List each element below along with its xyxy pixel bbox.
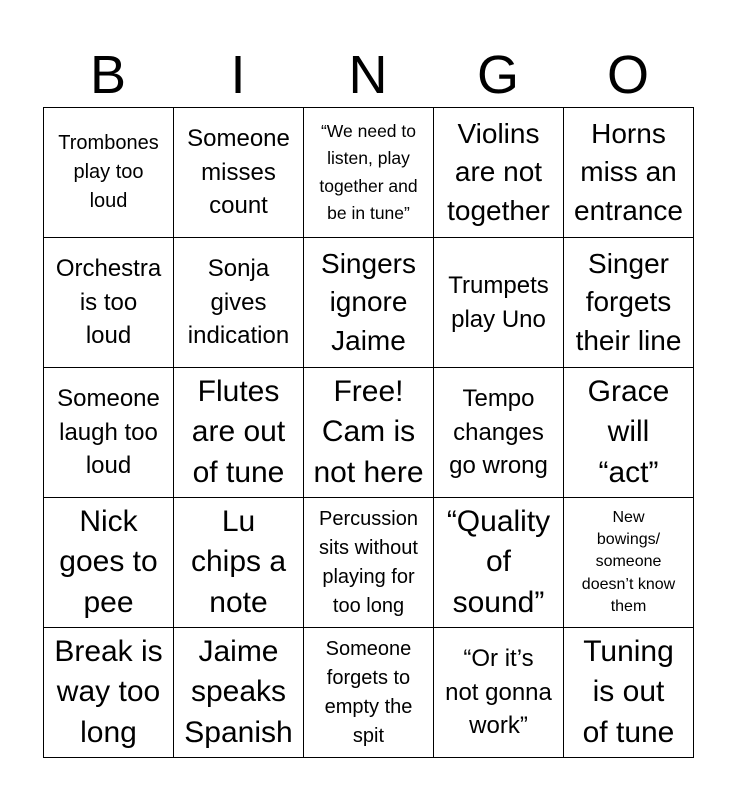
header-letter-b: B: [89, 45, 127, 105]
bingo-cell[interactable]: Flutes are out of tune: [174, 368, 304, 498]
bingo-cell[interactable]: Violins are not together: [434, 108, 564, 238]
bingo-cell[interactable]: Someone misses count: [174, 108, 304, 238]
bingo-cell[interactable]: New bowings/ someone doesn’t know them: [564, 498, 694, 628]
bingo-cell[interactable]: Tempo changes go wrong: [434, 368, 564, 498]
bingo-cell[interactable]: Jaime speaks Spanish: [174, 628, 304, 758]
bingo-cell[interactable]: Someone forgets to empty the spit: [304, 628, 434, 758]
header-letter-i: I: [230, 45, 246, 105]
header-letter-g: G: [476, 45, 519, 105]
free-space-cell[interactable]: Free! Cam is not here: [304, 368, 434, 498]
bingo-cell[interactable]: Tuning is out of tune: [564, 628, 694, 758]
bingo-cell[interactable]: Someone laugh too loud: [44, 368, 174, 498]
bingo-cell[interactable]: Sonja gives indication: [174, 238, 304, 368]
bingo-cell[interactable]: Singer forgets their line: [564, 238, 694, 368]
bingo-cell[interactable]: Percussion sits without playing for too long: [304, 498, 434, 628]
bingo-cell[interactable]: Orchestra is too loud: [44, 238, 174, 368]
bingo-cell[interactable]: Lu chips a note: [174, 498, 304, 628]
bingo-board: [43, 107, 694, 758]
bingo-cell[interactable]: “Or it’s not gonna work”: [434, 628, 564, 758]
bingo-cell[interactable]: Break is way too long: [44, 628, 174, 758]
bingo-cell[interactable]: Trombones play too loud: [44, 108, 174, 238]
bingo-cell[interactable]: “Quality of sound”: [434, 498, 564, 628]
bingo-header: [43, 45, 693, 105]
bingo-cell[interactable]: Horns miss an entrance: [564, 108, 694, 238]
header-letter-o: O: [606, 45, 649, 105]
bingo-cell[interactable]: Singers ignore Jaime: [304, 238, 434, 368]
bingo-cell[interactable]: Nick goes to pee: [44, 498, 174, 628]
bingo-cell[interactable]: Grace will “act”: [564, 368, 694, 498]
header-letter-n: N: [348, 45, 388, 105]
bingo-cell[interactable]: “We need to listen, play together and be in tune”: [304, 108, 434, 238]
bingo-cell[interactable]: Trumpets play Uno: [434, 238, 564, 368]
